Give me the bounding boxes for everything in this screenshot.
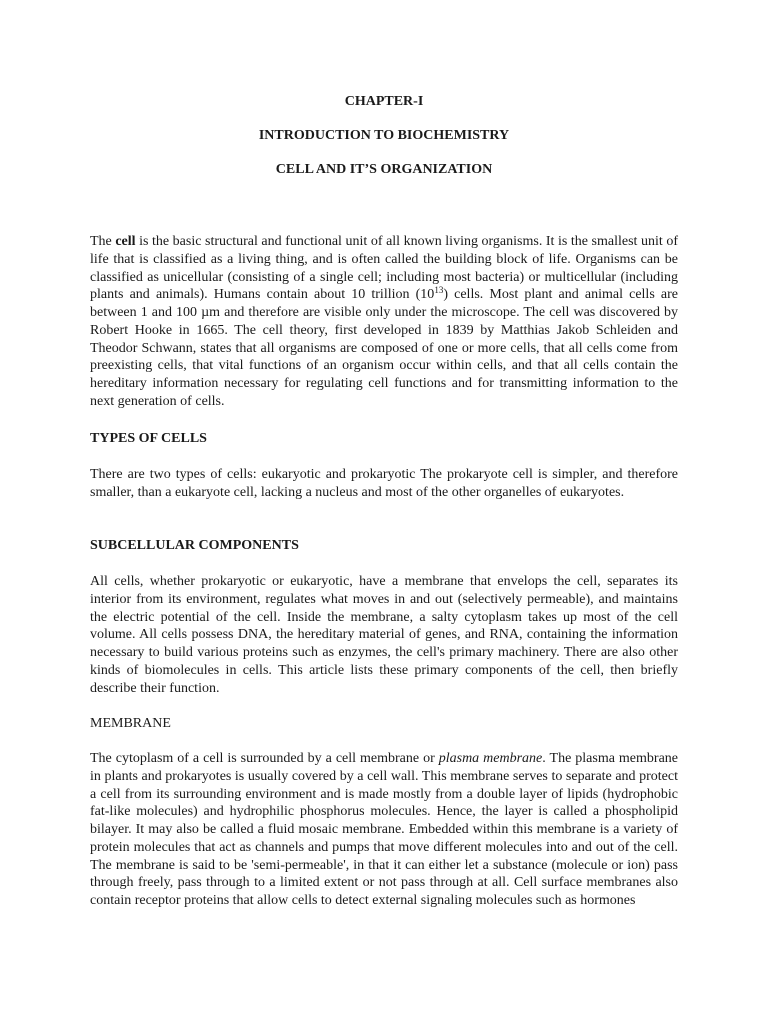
membrane-paragraph	[90, 750, 678, 910]
intro-text-part2: ) cells. Most plant and animal cells are between 1 and 100 µm and therefore are visible only under the microscope. The cell was discovered by Robert Hooke in 1665. The cell theory, first developed in 1839 by Matthias Jakob Schleiden and Theodor Schwann, states that all organisms are composed of one or more cells, that all cells come from preexisting cells, that vital functions of an organism occur within cells, and that all cells contain the hereditary information necessary for regulating cell functions and for transmitting information to the next generation of cells.	[90, 287, 679, 409]
intro-lead: The	[90, 234, 116, 249]
subcellular-paragraph: All cells, whether prokaryotic or eukaryotic, have a membrane that envelops the cell, separates its interior from its environment, regulates what moves in and out (selectively permeable), and maintains the electric potential of the cell. Inside the membrane, a salty cytoplasm takes up most of the cell volume. All cells possess DNA, the hereditary material of genes, and RNA, containing the information necessary to build various proteins such as enzymes, the cell's primary machinery. There are also other kinds of biomolecules in cells. This article lists these primary components of the cell, then briefly describe their function.	[90, 574, 678, 696]
membrane-lead: The cytoplasm of a cell is surrounded by a cell membrane or	[90, 751, 439, 766]
intro-text-part1: is the basic structural and functional unit of all known living organisms. It is the smallest unit of life that is classified as a living thing, and is often called the building block of life. Organisms can be classified as unicellular (consisting of a single cell; including most bacteria) or multicellular (including plants and animals). Humans contain about 10 trillion (10	[90, 234, 678, 303]
section-title-membrane: MEMBRANE	[90, 716, 171, 731]
plasma-membrane-term: plasma membrane	[438, 751, 543, 766]
chapter-subtitle: CELL AND IT’S ORGANIZATION	[275, 162, 493, 177]
intro-paragraph	[90, 233, 678, 411]
section-title-subcellular-components: SUBCELLULAR COMPONENTS	[90, 538, 299, 553]
types-paragraph: There are two types of cells: eukaryotic and prokaryotic The prokaryote cell is simpler, and therefore smaller, than a eukaryote cell, lacking a nucleus and most of the other organelles of eukaryotes.	[90, 467, 678, 500]
section-title-types-of-cells: TYPES OF CELLS	[90, 431, 207, 446]
membrane-text: . The plasma membrane in plants and prokaryotes is usually covered by a cell wall. This membrane serves to separate and protect a cell from its surrounding environment and is made mostly from a double layer of lipids (hydrophobic fat-like molecules) and hydrophilic phosphorus molecules. Hence, the layer is called a phospholipid bilayer. It may also be called a fluid mosaic membrane. Embedded within this membrane is a variety of protein molecules that act as channels and pumps that move different molecules into and out of the cell. The membrane is said to be 'semi-permeable', in that it can either let a substance (molecule or ion) pass through freely, pass through to a limited extent or not pass through at all. Cell surface membranes also contain receptor proteins that allow cells to detect external signaling molecules such as hormones	[90, 751, 678, 908]
chapter-heading: CHAPTER-I	[344, 94, 424, 109]
cell-term: cell	[115, 234, 136, 249]
chapter-title: INTRODUCTION TO BIOCHEMISTRY	[258, 128, 510, 143]
exponent: 13	[434, 285, 444, 296]
